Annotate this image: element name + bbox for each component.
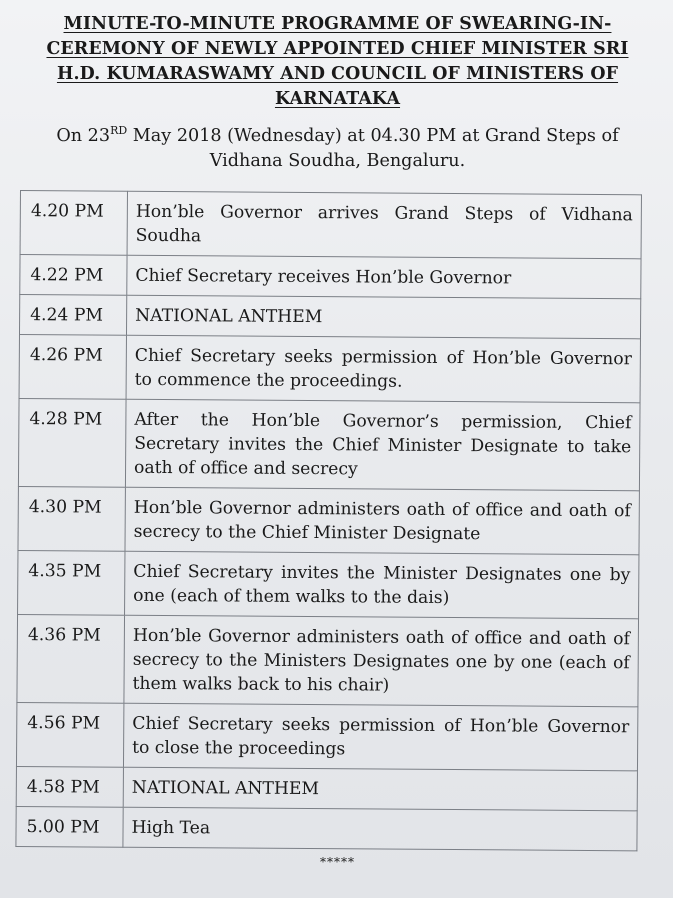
subtitle-prefix: On 23 xyxy=(56,126,111,146)
time-cell: 4.56 PM xyxy=(16,702,123,767)
table-row xyxy=(18,486,639,554)
time-cell: 4.58 PM xyxy=(16,766,123,807)
table-row xyxy=(16,806,637,850)
time-cell: 4.24 PM xyxy=(19,295,126,336)
table-row xyxy=(20,255,641,299)
table-row xyxy=(19,334,640,402)
title-line-1: MINUTE-TO-MINUTE PROGRAMME OF SWEARING-IN- xyxy=(63,14,612,34)
time-cell: 4.26 PM xyxy=(19,334,126,399)
table-row xyxy=(18,550,639,618)
event-cell: Chief Secretary seeks permission of Hon’ble Governor to close the proceedings xyxy=(123,703,637,771)
schedule-table xyxy=(15,190,642,851)
time-cell: 4.22 PM xyxy=(20,255,127,296)
title-line-4: KARNATAKA xyxy=(274,89,401,109)
table-row xyxy=(18,398,640,490)
table-row xyxy=(19,295,640,339)
event-cell: NATIONAL ANTHEM xyxy=(126,295,640,339)
subtitle-suffix: May 2018 (Wednesday) at 04.30 PM at Grand Steps of xyxy=(127,126,619,146)
date-suffix-superscript: RD xyxy=(110,124,128,138)
time-cell: 4.35 PM xyxy=(18,550,125,615)
table-row xyxy=(20,191,641,259)
subtitle-line-1 xyxy=(20,124,655,149)
event-cell: Hon’ble Governor administers oath of office and oath of secrecy to the Ministers Designates one by one (each of them walks back to his chair) xyxy=(124,615,639,707)
time-cell: 4.28 PM xyxy=(18,398,126,487)
table-row xyxy=(16,702,637,770)
end-marker: ***** xyxy=(320,855,355,869)
event-cell: Hon’ble Governor administers oath of office and oath of secrecy to the Chief Minister Designate xyxy=(125,487,639,555)
event-date-venue xyxy=(20,124,655,174)
table-row xyxy=(17,614,639,706)
title-line-2: CEREMONY OF NEWLY APPOINTED CHIEF MINISTER SRI xyxy=(46,39,629,59)
table-row xyxy=(16,766,637,810)
time-cell: 4.36 PM xyxy=(17,614,125,703)
event-cell: Chief Secretary seeks permission of Hon’ble Governor to commence the proceedings. xyxy=(126,335,640,403)
event-cell: High Tea xyxy=(123,807,637,851)
event-cell: NATIONAL ANTHEM xyxy=(123,767,637,811)
time-cell: 4.20 PM xyxy=(20,191,127,256)
event-cell: Chief Secretary invites the Minister Designates one by one (each of them walks to the dais) xyxy=(125,551,639,619)
time-cell: 4.30 PM xyxy=(18,486,125,551)
title-line-3: H.D. KUMARASWAMY AND COUNCIL OF MINISTERS OF xyxy=(56,64,619,84)
subtitle-line-2: Vidhana Soudha, Bengaluru. xyxy=(209,151,466,171)
event-cell: After the Hon’ble Governor’s permission, Chief Secretary invites the Chief Minister Designate to take oath of office and secrecy xyxy=(125,399,640,491)
event-cell: Hon’ble Governor arrives Grand Steps of Vidhana Soudha xyxy=(127,191,641,259)
event-cell: Chief Secretary receives Hon’ble Governor xyxy=(127,255,641,299)
time-cell: 5.00 PM xyxy=(16,806,123,847)
document-title xyxy=(20,12,655,112)
